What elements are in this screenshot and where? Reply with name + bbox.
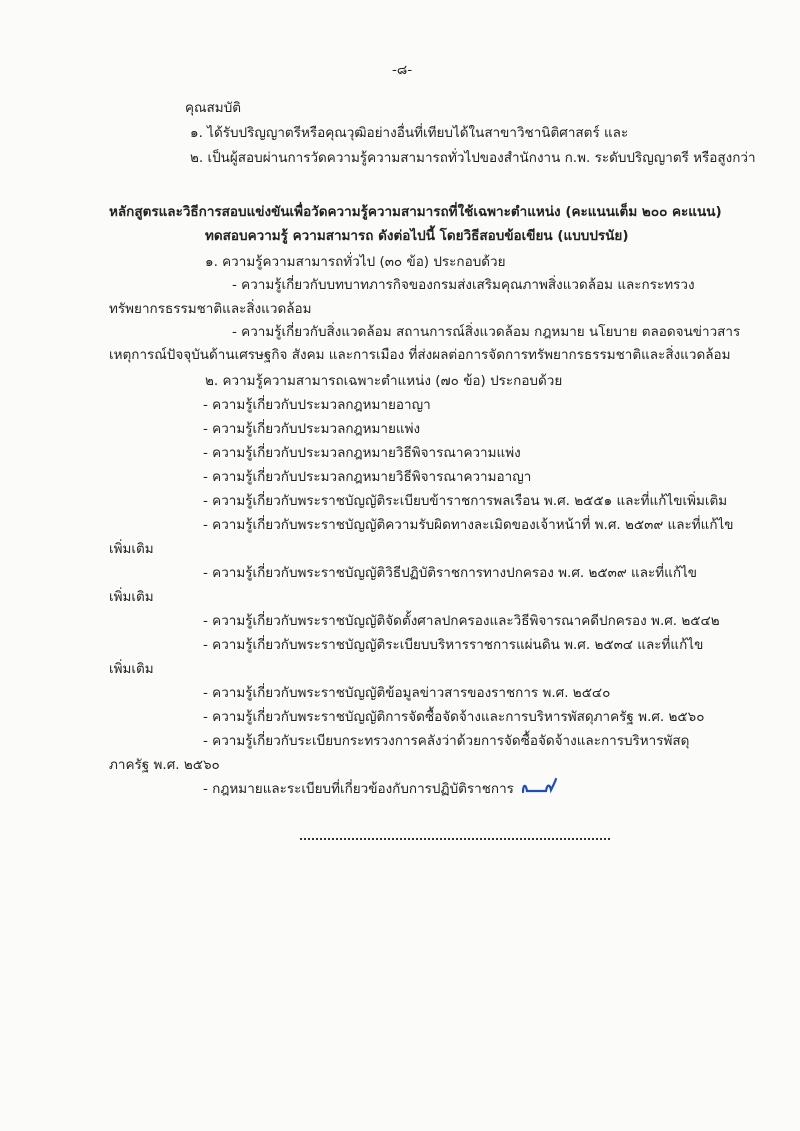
section2-title: ๒. ความรู้ความสามารถเฉพาะตำแหน่ง (๗๐ ข้อ) ประกอบด้วย (205, 373, 563, 389)
section1-item: - ความรู้เกี่ยวกับสิ่งแวดล้อม สถานการณ์สิ่งแวดล้อม กฎหมาย นโยบาย ตลอดจนข่าวสาร (232, 324, 741, 340)
curriculum-subheading: ทดสอบความรู้ ความสามารถ ดังต่อไปนี้ โดยวิธีสอบข้อเขียน (แบบปรนัย) (205, 228, 629, 244)
section2-item: - กฎหมายและระเบียบที่เกี่ยวข้องกับการปฏิบัติราชการ (203, 781, 514, 797)
qualifications-title: คุณสมบัติ (185, 100, 242, 116)
section2-item-cont: เพิ่มเติม (109, 541, 154, 557)
signature-initials (520, 776, 560, 796)
section2-item: - ความรู้เกี่ยวกับประมวลกฎหมายวิธีพิจารณาความอาญา (203, 469, 532, 485)
section2-item: - ความรู้เกี่ยวกับพระราชบัญญัติจัดตั้งศาลปกครองและวิธีพิจารณาคดีปกครอง พ.ศ. ๒๕๔๒ (203, 613, 720, 629)
section2-item: - ความรู้เกี่ยวกับพระราชบัญญัติระเบียบบริหารราชการแผ่นดิน พ.ศ. ๒๕๓๔ และที่แก้ไข (203, 637, 704, 653)
qualification-item: ๒. เป็นผู้สอบผ่านการวัดความรู้ความสามารถทั่วไปของสำนักงาน ก.พ. ระดับปริญญาตรี หรือสูงกว่า (190, 150, 756, 166)
qualification-item: ๑. ได้รับปริญญาตรีหรือคุณวุฒิอย่างอื่นที่เทียบได้ในสาขาวิชานิติศาสตร์ และ (190, 125, 629, 141)
section2-item: - ความรู้เกี่ยวกับพระราชบัญญัติความรับผิดทางละเมิดของเจ้าหน้าที่ พ.ศ. ๒๕๓๙ และที่แก้ไข (203, 517, 734, 533)
section2-item-cont: ภาครัฐ พ.ศ. ๒๕๖๐ (109, 757, 220, 773)
section2-item: - ความรู้เกี่ยวกับพระราชบัญญัติข้อมูลข่าวสารของราชการ พ.ศ. ๒๕๔๐ (203, 685, 611, 701)
section2-item-cont: เพิ่มเติม (109, 589, 154, 605)
section2-item: - ความรู้เกี่ยวกับพระราชบัญญัติระเบียบข้าราชการพลเรือน พ.ศ. ๒๕๕๑ และที่แก้ไขเพิ่มเติม (203, 493, 728, 509)
section1-item-cont: เหตุการณ์ปัจจุบันด้านเศรษฐกิจ สังคม และการเมือง ที่ส่งผลต่อการจัดการทรัพยากรธรรมชาติและสิ่งแวดล้อม (109, 347, 731, 363)
curriculum-heading: หลักสูตรและวิธีการสอบแข่งขันเพื่อวัดความรู้ความสามารถที่ใช้เฉพาะตำแหน่ง (คะแนนเต็ม ๒๐๐ คะแนน) (109, 204, 722, 220)
section2-item: - ความรู้เกี่ยวกับระเบียบกระทรวงการคลังว่าด้วยการจัดซื้อจัดจ้างและการบริหารพัสดุ (203, 733, 690, 749)
section1-title: ๑. ความรู้ความสามารถทั่วไป (๓๐ ข้อ) ประกอบด้วย (205, 254, 506, 270)
section2-item-cont: เพิ่มเติม (109, 661, 154, 677)
section2-item: - ความรู้เกี่ยวกับประมวลกฎหมายวิธีพิจารณาความแพ่ง (203, 445, 521, 461)
section2-item: - ความรู้เกี่ยวกับประมวลกฎหมายแพ่ง (203, 421, 421, 437)
section1-item-cont: ทรัพยากรธรรมชาติและสิ่งแวดล้อม (109, 301, 312, 317)
section1-item: - ความรู้เกี่ยวกับบทบาทภารกิจของกรมส่งเสริมคุณภาพสิ่งแวดล้อม และกระทรวง (232, 277, 695, 293)
section2-item: - ความรู้เกี่ยวกับพระราชบัญญัติวิธีปฏิบัติราชการทางปกครอง พ.ศ. ๒๕๓๙ และที่แก้ไข (203, 565, 698, 581)
section2-item: - ความรู้เกี่ยวกับประมวลกฎหมายอาญา (203, 397, 431, 413)
page-number: -๘- (392, 62, 413, 78)
section2-item: - ความรู้เกี่ยวกับพระราชบัญญัติการจัดซื้อจัดจ้างและการบริหารพัสดุภาครัฐ พ.ศ. ๒๕๖๐ (203, 709, 705, 725)
end-divider (300, 838, 610, 840)
